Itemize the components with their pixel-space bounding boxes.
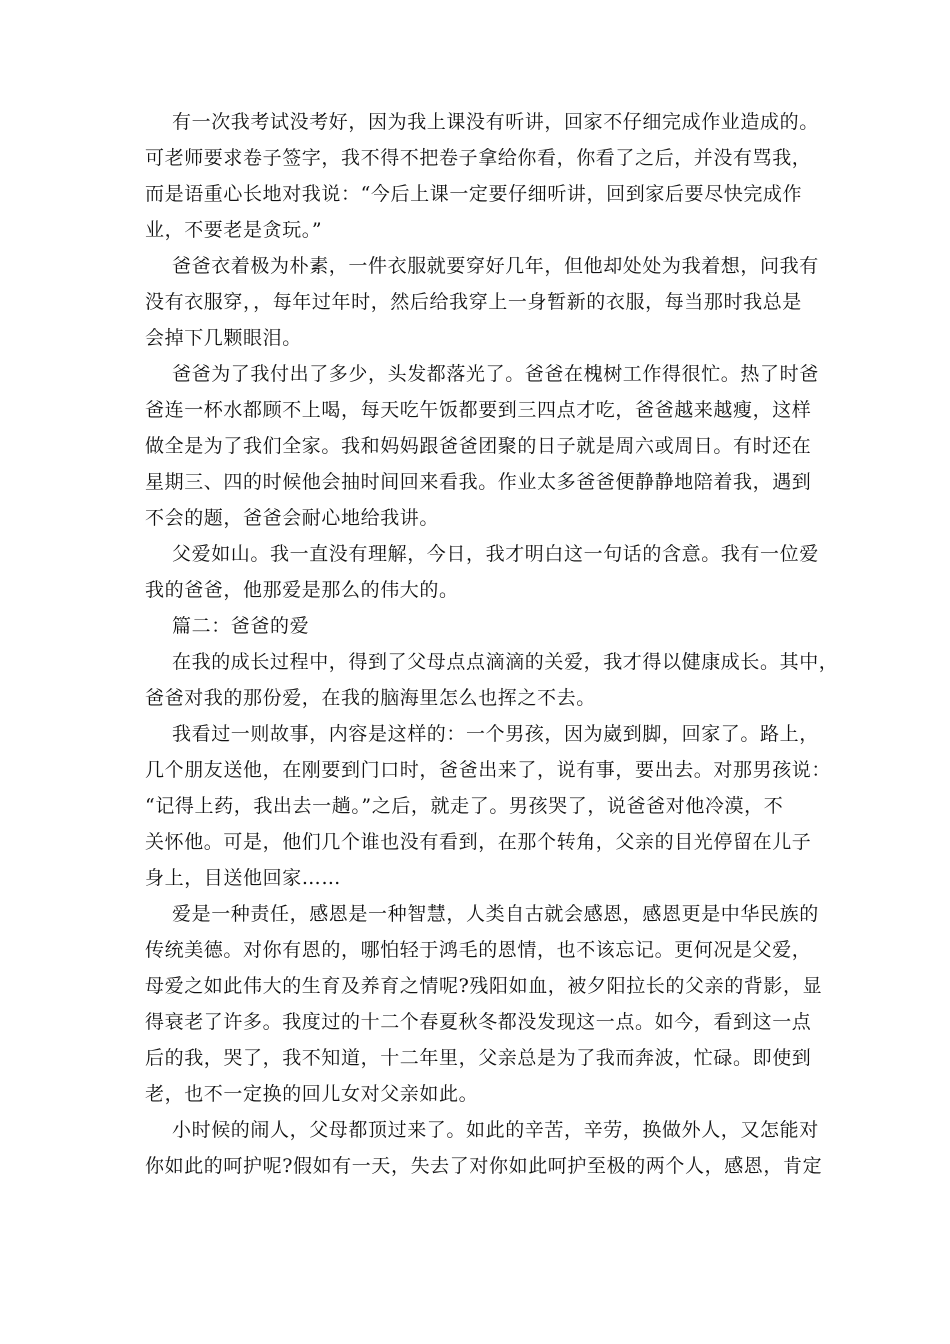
text-line: 爸爸对我的那份爱，在我的脑海里怎么也挥之不去。 — [145, 687, 596, 709]
text-line: 得衰老了许多。我度过的十二个春夏秋冬都没发现这一点。如今，看到这一点 — [145, 1011, 812, 1033]
text-line: 爸连一杯水都顾不上喝，每天吃午饭都要到三四点才吃，爸爸越来越瘦，这样 — [145, 399, 812, 421]
text-line: 老，也不一定换的回儿女对父亲如此。 — [145, 1083, 479, 1105]
text-line: 小时候的闹人，父母都顶过来了。如此的辛苦，辛劳，换做外人，又怎能对 — [172, 1119, 819, 1141]
text-line: 在我的成长过程中，得到了父母点点滴滴的关爱，我才得以健康成长。其中， — [172, 651, 839, 673]
text-line: 做全是为了我们全家。我和妈妈跟爸爸团聚的日子就是周六或周日。有时还在 — [145, 435, 812, 457]
text-line: 而是语重心长地对我说：“今后上课一定要仔细听讲，回到家后要尽快完成作 — [145, 183, 803, 205]
text-line: 身上，目送他回家…… — [145, 867, 342, 889]
text-line: 我的爸爸，他那爱是那么的伟大的。 — [145, 579, 459, 601]
text-line: 星期三、四的时候他会抽时间回来看我。作业太多爸爸便静静地陪着我，遇到 — [145, 471, 812, 493]
text-line: 爸爸为了我付出了多少，头发都落光了。爸爸在槐树工作得很忙。热了时爸 — [172, 363, 819, 385]
text-line: 关怀他。可是，他们几个谁也没有看到，在那个转角，父亲的目光停留在儿子 — [145, 831, 812, 853]
text-line: 父爱如山。我一直没有理解，今日，我才明白这一句话的含意。我有一位爱 — [172, 543, 819, 565]
text-line: 几个朋友送他，在刚要到门口时，爸爸出来了，说有事，要出去。对那男孩说： — [145, 759, 832, 781]
text-line: 后的我，哭了，我不知道，十二年里，父亲总是为了我而奔波，忙碌。即使到 — [145, 1047, 812, 1069]
text-line: 业，不要老是贪玩。” — [145, 219, 323, 241]
text-line: 不会的题，爸爸会耐心地给我讲。 — [145, 507, 440, 529]
text-line: 有一次我考试没考好，因为我上课没有听讲，回家不仔细完成作业造成的。 — [172, 111, 819, 133]
text-line: 会掉下几颗眼泪。 — [145, 327, 302, 349]
text-line: 爸爸衣着极为朴素，一件衣服就要穿好几年，但他却处处为我着想，问我有 — [172, 255, 819, 277]
text-line: 爱是一种责任，感恩是一种智慧，人类自古就会感恩，感恩更是中华民族的 — [172, 903, 819, 925]
text-line: 你如此的呵护呢?假如有一天，失去了对你如此呵护至极的两个人，感恩，肯定 — [145, 1155, 823, 1177]
text-line: 可老师要求卷子签字，我不得不把卷子拿给你看，你看了之后，并没有骂我， — [145, 147, 812, 169]
text-line: 母爱之如此伟大的生育及养育之情呢?残阳如血，被夕阳拉长的父亲的背影，显 — [145, 975, 823, 997]
section-heading: 篇二：爸爸的爱 — [172, 615, 310, 637]
text-line: 传统美德。对你有恩的，哪怕轻于鸿毛的恩情，也不该忘记。更何况是父爱， — [145, 939, 812, 961]
text-line: 没有衣服穿，，每年过年时，然后给我穿上一身暂新的衣服，每当那时我总是 — [145, 291, 802, 313]
text-line: “记得上药，我出去一趟。”之后，就走了。男孩哭了，说爸爸对他冷漠，不 — [145, 795, 784, 817]
text-line: 我看过一则故事，内容是这样的：一个男孩，因为崴到脚，回家了。路上， — [172, 723, 819, 745]
